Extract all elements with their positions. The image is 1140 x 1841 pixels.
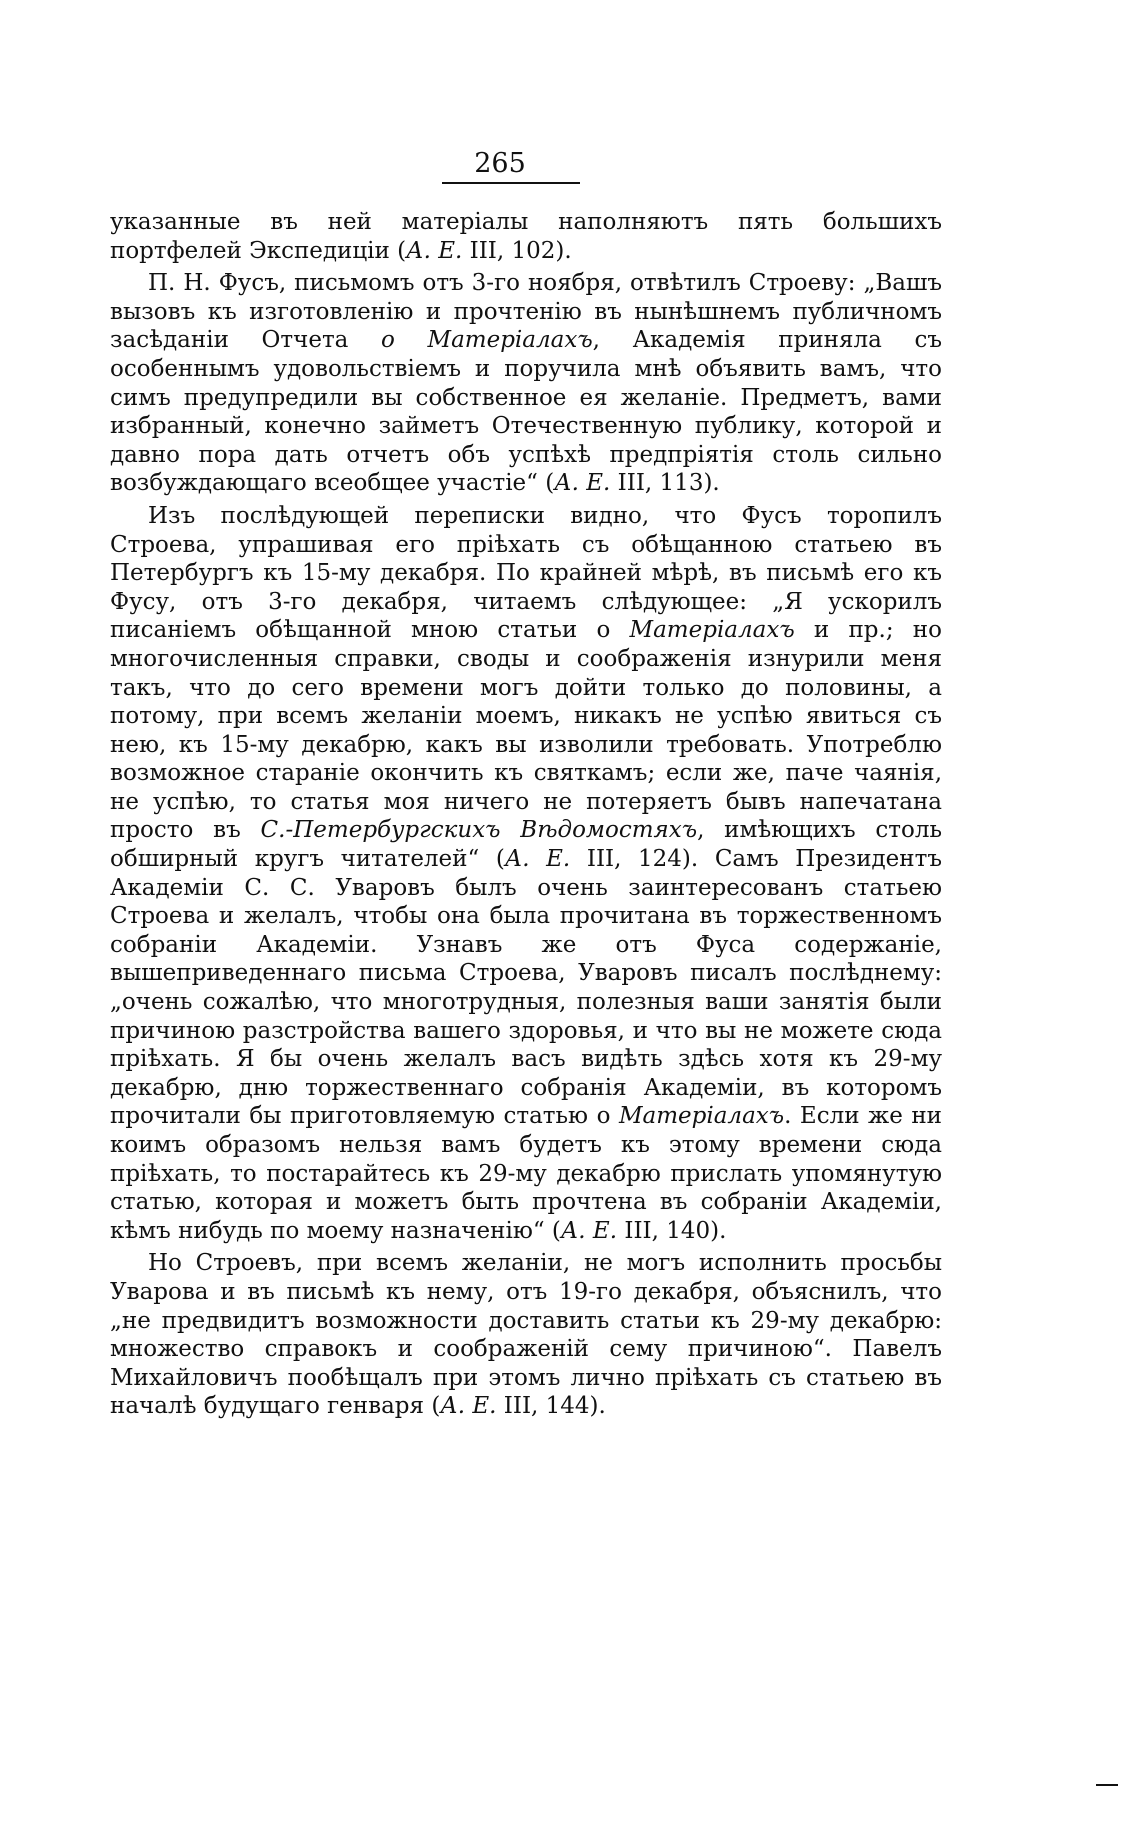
margin-mark (1096, 1784, 1118, 1786)
text-segment: П. Н. Фусъ, письмомъ отъ 3-го ноября, отвѣтилъ Строеву: „Вашъ вызовъ къ изготовленію и прочтенію въ нынѣшнемъ публичномъ засѣданіи Отчета (110, 270, 942, 354)
text-segment: указанные въ ней матеріалы наполняютъ пять большихъ портфелей Экспедиціи ( (110, 209, 942, 264)
paragraph-correspondence (110, 502, 942, 1245)
text-segment: , Академія приняла съ особеннымъ удовольствіемъ и поручила мнѣ объявить вамъ, что симъ предупредили вы собственное ея желаніе. Предметъ, вами избранный, конечно займетъ Отечественную публику, которой и давно пора дать отчетъ объ успѣхѣ предпріятія столь сильно возбуждающаго всеобщее участіе“ ( (110, 327, 942, 497)
paragraph-stroev-reply (110, 1249, 942, 1421)
italic-title: Матеріалахъ (618, 1103, 785, 1130)
citation-abbreviation: А. Е. (504, 846, 571, 873)
text-segment: III, 144). (496, 1393, 606, 1420)
text-segment: III, 113). (610, 470, 720, 497)
paragraph-fuss-letter (110, 269, 942, 498)
paragraph-continuation (110, 208, 942, 265)
text-segment: III, 124). Самъ Президентъ Академіи С. С. Уваровъ былъ очень заинтересованъ статьею Строева и желалъ, чтобы она была прочитана въ торжественномъ собраніи Академіи. Узнавъ же отъ Фуса содержаніе, вышеприведеннаго письма Строева, Уваровъ писалъ послѣднему: „очень сожалѣю, что многотрудныя, полезныя ваши занятія были причиною разстройства вашего здоровья, и что вы не можете сюда пріѣхать. Я бы очень желалъ васъ видѣть здѣсь хотя къ 29-му декабрю, дню торжественнаго собранія Академіи, въ которомъ прочитали бы приготовляемую статью о (110, 846, 942, 1130)
citation-abbreviation: А. Е. (440, 1393, 497, 1420)
italic-title: о Матеріалахъ (381, 327, 593, 354)
text-segment: Но Строевъ, при всемъ желаніи, не могъ исполнить просьбы Уварова и въ письмѣ къ нему, отъ 19-го декабря, объяснилъ, что „не предвидитъ возможности доставить статьи къ 29-му декабрю: множество справокъ и соображеній сему причиною“. Павелъ Михайловичъ пообѣщалъ при этомъ лично пріѣхать съ статьею въ началѣ будущаго генваря ( (110, 1250, 942, 1420)
italic-title: Матеріалахъ (629, 617, 795, 644)
text-segment: III, 140). (617, 1217, 727, 1244)
text-segment: . Если же ни коимъ образомъ нельзя вамъ будетъ къ этому времени сюда пріѣхать, то постарайтесь къ 29-му декабрю прислать упомянутую статью, которая и можетъ быть прочтена въ собраніи Академіи, кѣмъ нибудь по моему назначенію“ ( (110, 1103, 942, 1244)
text-segment: Изъ послѣдующей переписки видно, что Фусъ торопилъ Строева, упрашивая его пріѣхать съ обѣщанною статьею въ Петербургъ къ 15-му декабря. По крайней мѣрѣ, въ письмѣ его къ Фусу, отъ 3-го декабря, читаемъ слѣдующее: „Я ускорилъ писаніемъ обѣщанной мною статьи о (110, 502, 942, 644)
citation-abbreviation: А. Е. (560, 1217, 618, 1244)
header-rule (442, 182, 580, 184)
italic-title: С.-Петербургскихъ Вѣдомостяхъ (260, 817, 698, 844)
text-segment: III, 102). (462, 237, 572, 264)
citation-abbreviation: А. Е. (406, 237, 463, 264)
page-number: 265 (474, 148, 526, 179)
citation-abbreviation: А. Е. (554, 470, 611, 497)
text-segment: и пр.; но многочисленныя справки, своды и соображенія изнурили меня такъ, что до сего времени могъ дойти только до половины, а потому, при всемъ желаніи моемъ, никакъ не успѣю явиться съ нею, къ 15-му декабрю, какъ вы изволили требовать. Употреблю возможное стараніе окончить къ святкамъ; если же, паче чаянія, не успѣю, то статья моя ничего не потеряетъ бывъ напечатана просто въ (110, 617, 942, 844)
text-segment: , имѣющихъ столь обширный кругъ читателей“ ( (110, 817, 942, 873)
body-text (110, 208, 942, 1421)
